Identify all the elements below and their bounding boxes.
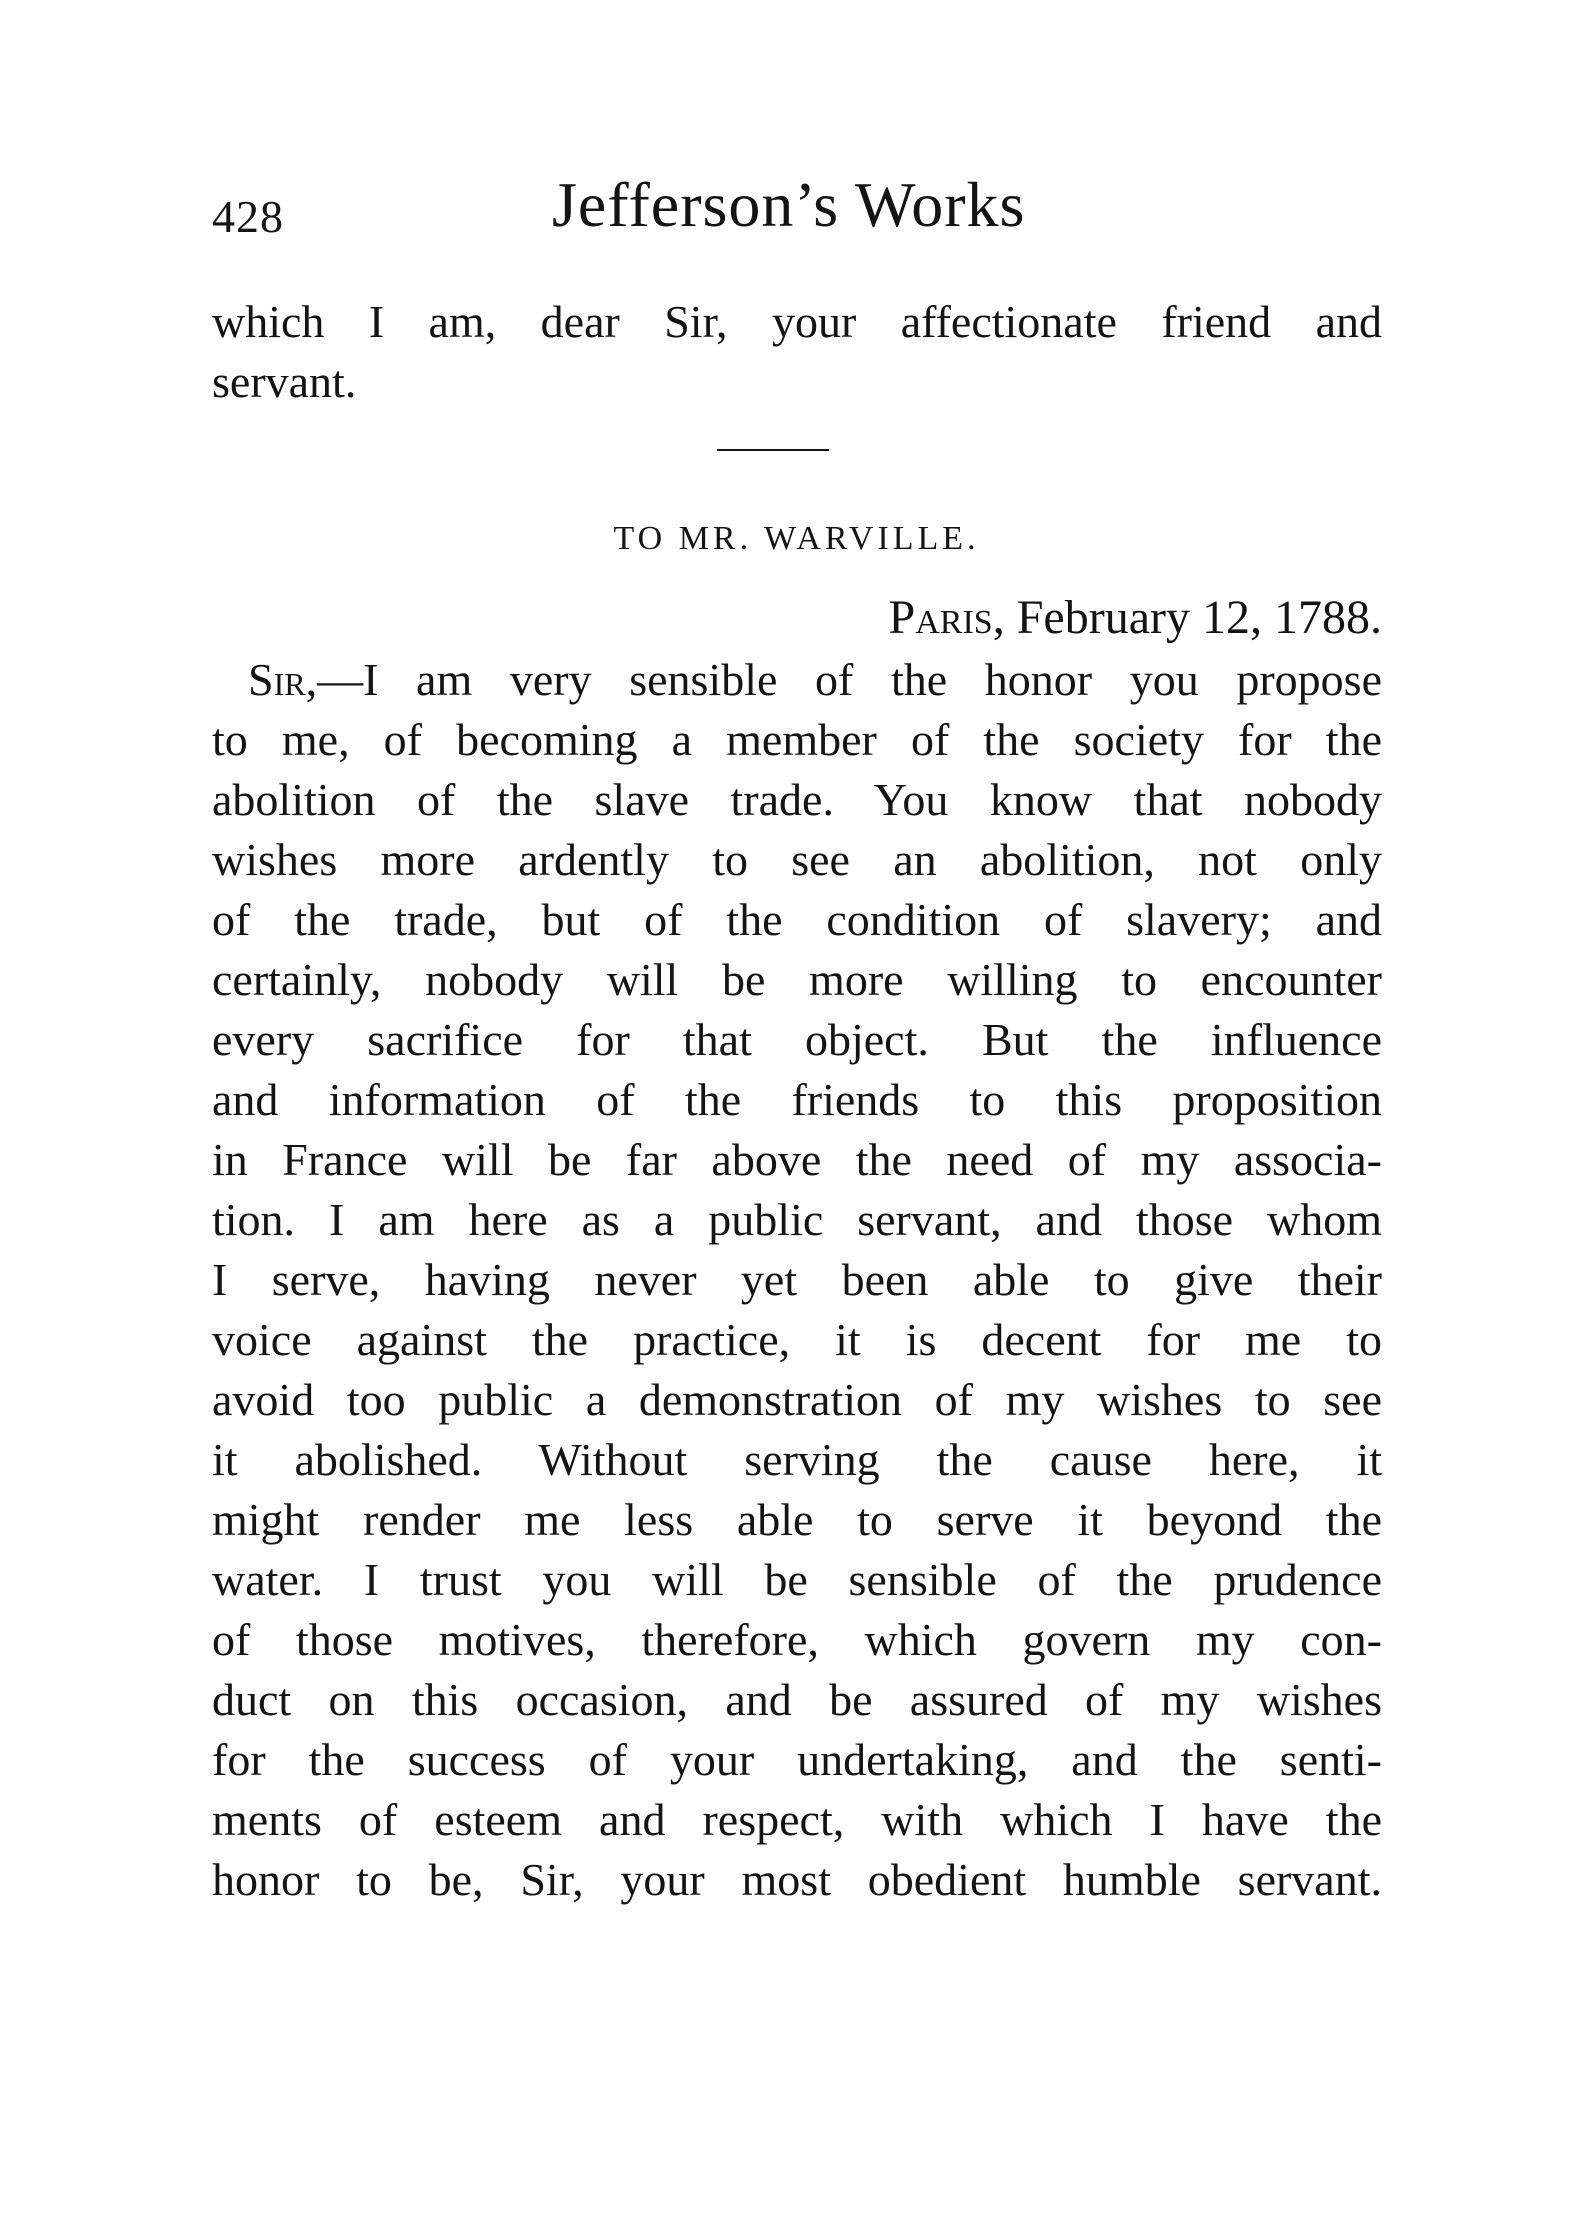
- text-line: abolition of the slave trade. You know that nobody: [212, 774, 1382, 825]
- text-line: it abolished. Without serving the cause here, it: [212, 1434, 1382, 1485]
- section-divider: [717, 449, 829, 451]
- text-line: and information of the friends to this proposition: [212, 1074, 1382, 1125]
- running-title: Jefferson’s Works: [552, 169, 1026, 240]
- text-line: voice against the practice, it is decent for me to: [212, 1314, 1382, 1365]
- text-line: for the success of your undertaking, and the senti-: [212, 1734, 1382, 1785]
- text-line: in France will be far above the need of my associa-: [212, 1134, 1382, 1185]
- text-line: certainly, nobody will be more willing to encounter: [212, 954, 1382, 1005]
- text-line: I serve, having never yet been able to give their: [212, 1254, 1382, 1305]
- letter-salutation: Sir: [248, 654, 306, 705]
- letter-place: Paris: [888, 591, 993, 644]
- text-line: wishes more ardently to see an abolition, not only: [212, 834, 1382, 885]
- text-line: tion. I am here as a public servant, and those whom: [212, 1194, 1382, 1245]
- text-line: duct on this occasion, and be assured of my wishes: [212, 1674, 1382, 1725]
- text-line: ments of esteem and respect, with which I have the: [212, 1794, 1382, 1845]
- text-line: might render me less able to serve it beyond the: [212, 1494, 1382, 1545]
- text-line: servant.: [212, 356, 357, 407]
- page-number: 428: [212, 191, 284, 242]
- text-line: avoid too public a demonstration of my wishes to see: [212, 1374, 1382, 1425]
- text-line: [212, 650, 1382, 710]
- text-line: water. I trust you will be sensible of the prudence: [212, 1554, 1382, 1605]
- previous-letter-closing: [212, 292, 1382, 412]
- letter-body: [212, 650, 1382, 1910]
- letter-dateline: [212, 588, 1382, 648]
- text-line: which I am, dear Sir, your affectionate friend and: [212, 296, 1382, 347]
- letter-heading: TO MR. WARVILLE.: [613, 520, 980, 557]
- text-line: of those motives, therefore, which govern my con-: [212, 1614, 1382, 1665]
- text-line: to me, of becoming a member of the society for the: [212, 714, 1382, 765]
- body-first-line: ,—I am very sensible of the honor you propose: [305, 654, 1382, 705]
- page-header: [212, 168, 1382, 248]
- text-line: every sacrifice for that object. But the influence: [212, 1014, 1382, 1065]
- text-line: of the trade, but of the condition of slavery; and: [212, 894, 1382, 945]
- text-line: honor to be, Sir, your most obedient humble servant.: [212, 1854, 1382, 1905]
- letter-date: , February 12, 1788.: [992, 591, 1382, 644]
